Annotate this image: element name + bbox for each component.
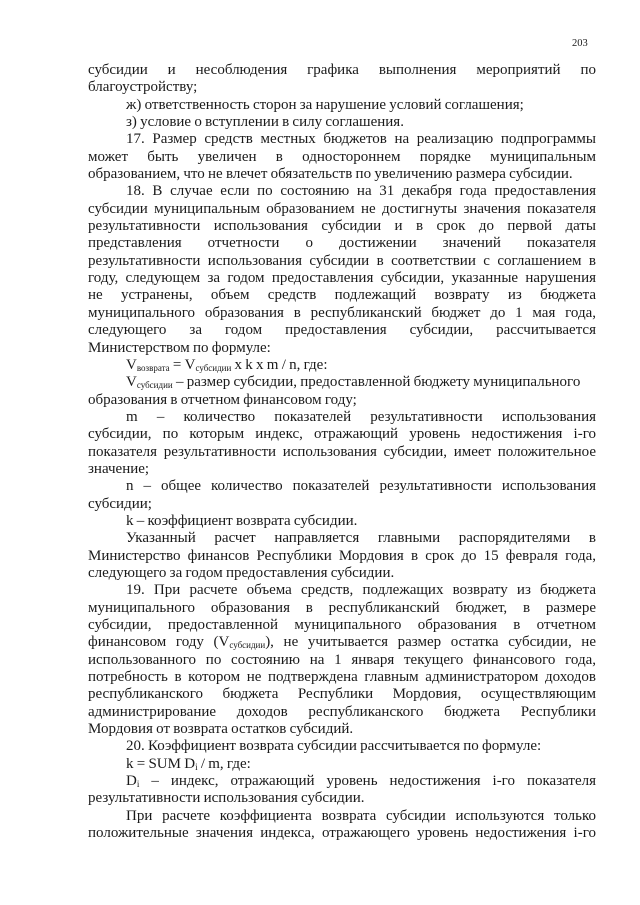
line-text: Указанный расчет направляется главными распорядителями в xyxy=(126,530,596,547)
text-line xyxy=(88,461,596,478)
line-text: может быть увеличен в одностороннем порядке муниципальным xyxy=(88,148,596,165)
text-line xyxy=(88,617,596,634)
text-line xyxy=(88,652,596,669)
formula-text: – индекс, отражающий уровень недостижения i-го показателя xyxy=(139,773,596,790)
formula-text: V xyxy=(126,374,137,391)
text-line xyxy=(88,790,596,807)
line-text: Министерством по формуле: xyxy=(88,339,271,356)
line-text: m – количество показателей результативности использования xyxy=(126,408,596,425)
line-text: потребность в котором не подтверждена главным администратором доходов xyxy=(88,669,596,686)
text-line xyxy=(88,166,596,183)
line-text: показателя результативности использования субсидии, имеет положительное xyxy=(88,443,596,460)
line-text: образования в отчетном финансовом году; xyxy=(88,391,357,408)
text-line xyxy=(88,756,596,773)
text-line xyxy=(88,201,596,218)
text-line xyxy=(88,426,596,443)
formula-text: ), не учитывается размер остатка субсидии, не xyxy=(265,634,596,651)
line-text: При расчете коэффициента возврата субсидии используются только xyxy=(126,807,596,824)
text-line xyxy=(88,565,596,582)
line-text: году, следующем за годом предоставления субсидии, указанные нарушения xyxy=(88,270,596,287)
text-line xyxy=(88,634,596,651)
text-line xyxy=(88,322,596,339)
line-text: администрирование доходов республиканского бюджета Республики xyxy=(88,703,596,720)
line-text: ж) ответственность сторон за нарушение условий соглашения; xyxy=(126,96,524,113)
formula-text: k = SUM D xyxy=(126,755,196,772)
line-text: субсидии муниципальным образованием не достигнуты значения показателя xyxy=(88,200,596,217)
line-text: 19. При расчете объема средств, подлежащих возврату из бюджета xyxy=(126,582,596,599)
text-line xyxy=(88,669,596,686)
text-line xyxy=(88,548,596,565)
line-text: субсидии, предоставленной муниципального образования в отчетном xyxy=(88,617,596,633)
document-body xyxy=(88,62,596,842)
text-line xyxy=(88,340,596,357)
line-text: n – общее количество показателей результативности использования xyxy=(126,478,596,495)
line-text: Мордовия от возврата остатков субсидий. xyxy=(88,721,354,738)
text-line xyxy=(88,149,596,166)
formula-text: – размер субсидии, предоставленной бюджету муниципального xyxy=(172,374,581,391)
text-line xyxy=(88,496,596,513)
formula-subscript: возврата xyxy=(136,362,170,373)
text-line xyxy=(88,62,596,79)
text-line xyxy=(88,686,596,703)
line-text: не устранены, объем средств подлежащий возврату из бюджета xyxy=(88,287,596,304)
line-text: муниципального образования в республиканский бюджет, в размере xyxy=(88,599,596,616)
line-text: результативности использования субсидии и в срок до первой даты xyxy=(88,218,596,235)
text-line xyxy=(88,704,596,721)
line-text: k – коэффициент возврата субсидии. xyxy=(126,512,358,529)
formula-subscript: i xyxy=(195,761,198,772)
text-line xyxy=(88,444,596,461)
text-line xyxy=(88,374,596,391)
line-text: благоустройству; xyxy=(88,79,198,96)
line-text: 20. Коэффициент возврата субсидии рассчитывается по формуле: xyxy=(126,738,542,755)
formula-subscript: субсидии xyxy=(229,640,266,651)
line-text: представления отчетности о достижении значений показателя xyxy=(88,235,596,252)
line-text: образованием, что не влечет обязательств по увеличению размера субсидии. xyxy=(88,166,573,183)
text-line xyxy=(88,392,596,409)
text-line xyxy=(88,738,596,755)
formula-text: = V xyxy=(169,356,196,373)
line-text: Министерство финансов Республики Мордовия в срок до 15 февраля года, xyxy=(88,547,596,564)
text-line xyxy=(88,478,596,495)
line-text: субсидии, по которым индекс, отражающий уровень недостижения i-го xyxy=(88,426,596,443)
text-line xyxy=(88,79,596,96)
line-text: муниципального образования в республиканский бюджет до 1 мая года, xyxy=(88,304,596,321)
line-text: следующего за годом предоставления субсидии. xyxy=(88,564,395,581)
text-line xyxy=(88,773,596,790)
line-text: 18. В случае если по состоянию на 31 декабря года предоставления xyxy=(126,183,596,200)
text-line xyxy=(88,357,596,374)
line-text: положительные значения индекса, отражающего уровень недостижения i-го xyxy=(88,825,596,842)
formula-text: / m, где: xyxy=(197,755,251,772)
text-line xyxy=(88,513,596,530)
text-line xyxy=(88,270,596,287)
line-text: з) условие о вступлении в силу соглашения. xyxy=(126,114,404,131)
text-line xyxy=(88,97,596,114)
line-text: субсидии и несоблюдения графика выполнения мероприятий по xyxy=(88,62,596,78)
formula-subscript: i xyxy=(136,779,140,790)
text-line xyxy=(88,808,596,825)
text-line xyxy=(88,305,596,322)
formula-text: x k x m / n, где: xyxy=(231,356,328,373)
text-line xyxy=(88,825,596,842)
text-line xyxy=(88,600,596,617)
line-text: результативности использования субсидии в соответствии с соглашением в xyxy=(88,252,596,269)
text-line xyxy=(88,218,596,235)
formula-text: D xyxy=(126,773,137,790)
text-line xyxy=(88,287,596,304)
formula-text: V xyxy=(126,356,137,373)
text-line xyxy=(88,183,596,200)
line-text: республиканского бюджета Республики Мордовия, осуществляющим xyxy=(88,686,596,703)
text-line xyxy=(88,582,596,599)
page-number: 203 xyxy=(572,38,588,49)
line-text: 17. Размер средств местных бюджетов на реализацию подпрограммы xyxy=(126,131,596,148)
text-line xyxy=(88,530,596,547)
line-text: результативности использования субсидии. xyxy=(88,790,365,807)
line-text: использованного по состоянию на 1 января текущего финансового года, xyxy=(88,651,596,668)
text-line xyxy=(88,721,596,738)
text-line xyxy=(88,235,596,252)
line-text: значение; xyxy=(88,460,150,477)
text-line xyxy=(88,409,596,426)
line-text: субсидии; xyxy=(88,495,152,512)
text-line xyxy=(88,114,596,131)
formula-subscript: субсидии xyxy=(136,380,173,391)
line-text: следующего за годом предоставления субсидии, рассчитывается xyxy=(88,322,596,339)
formula-text: финансовом году (V xyxy=(88,634,230,651)
text-line xyxy=(88,253,596,270)
formula-subscript: субсидии xyxy=(195,362,232,373)
text-line xyxy=(88,131,596,148)
